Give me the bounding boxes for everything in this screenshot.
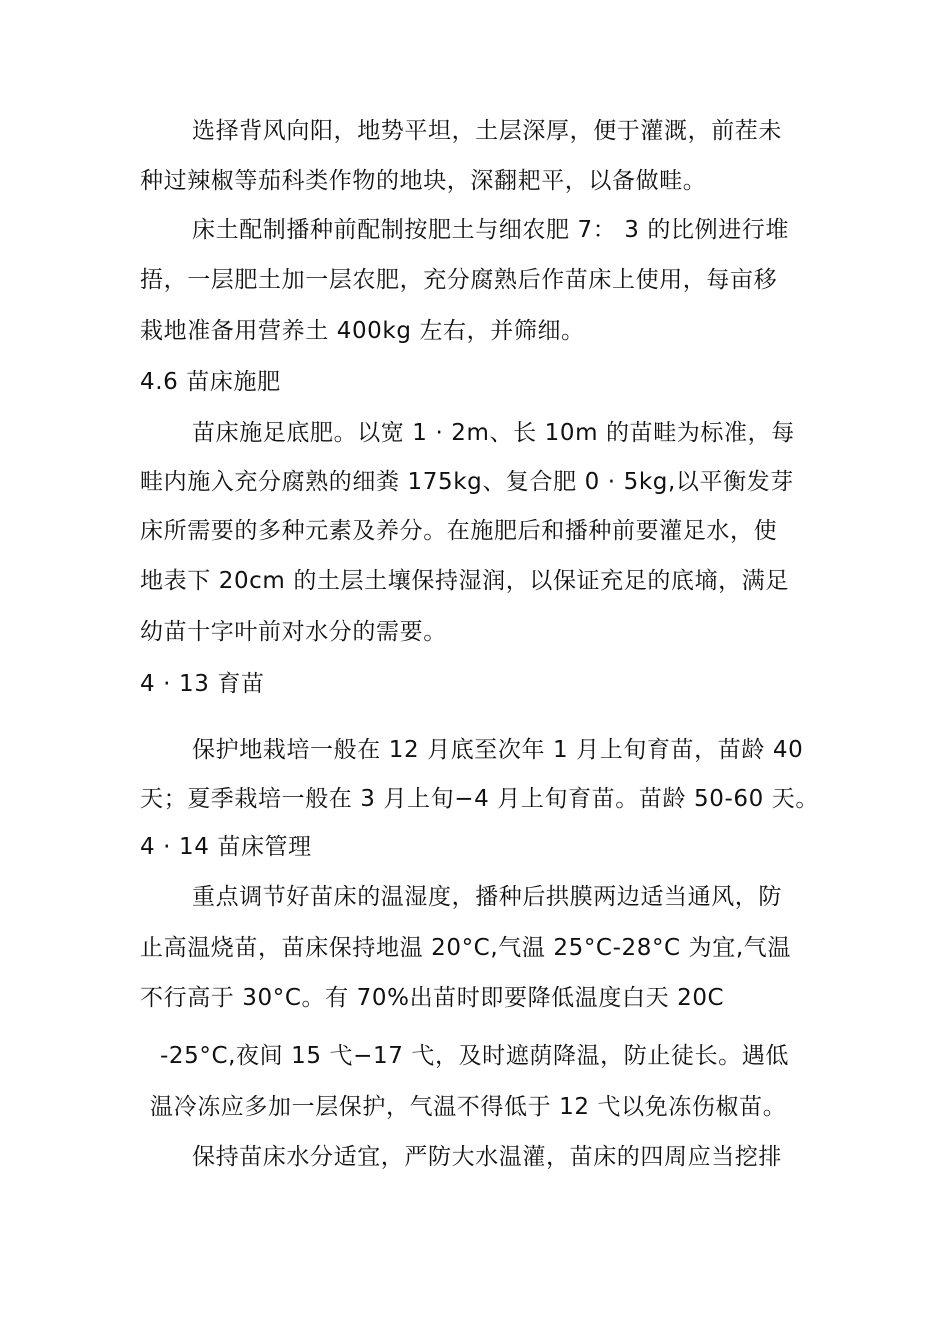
paragraph-line: 选择背风向阳，地势平坦，土层深厚，便于灌溉，前茬未 [192,118,782,144]
paragraph-line: 床土配制播种前配制按肥土与细农肥 7： 3 的比例进行堆 [192,217,789,243]
paragraph-line: 地表下 20cm 的土层土壤保持湿润，以保证充足的底墒，满足 [140,568,789,594]
paragraph-line: 苗床施足底肥。以宽 1 · 2m、长 10m 的苗畦为标准，每 [192,420,795,446]
paragraph-line: 天；夏季栽培一般在 3 月上旬−4 月上旬育苗。苗龄 50-60 天。 [140,786,819,812]
paragraph-line: 不行高于 30°C。有 70%出苗时即要降低温度白天 20C [140,985,725,1011]
paragraph-line: 栽地准备用营养土 400kg 左右，并筛细。 [140,318,585,344]
paragraph-line: 保护地栽培一般在 12 月底至次年 1 月上旬育苗，苗龄 40 [192,737,804,763]
paragraph-line: 温冷冻应多加一层保护，气温不得低于 12 弋以免冻伤椒苗。 [150,1094,787,1120]
paragraph-line: 畦内施入充分腐熟的细粪 175kg、复合肥 0 · 5kg,以平衡发芽 [140,469,794,495]
section-heading: 4.6 苗床施肥 [140,369,281,395]
paragraph-line: 捂，一层肥土加一层农肥，充分腐熟后作苗床上使用，每亩移 [140,267,778,293]
paragraph-line: 床所需要的多种元素及养分。在施肥后和播种前要灌足水，使 [140,518,778,544]
paragraph-line: -25°C,夜间 15 弋−17 弋，及时遮荫降温，防止徒长。遇低 [160,1043,789,1069]
paragraph-line: 止高温烧苗，苗床保持地温 20°C,气温 25°C-28°C 为宜,气温 [140,935,791,961]
section-heading: 4 · 14 苗床管理 [140,834,312,860]
section-heading: 4 · 13 育苗 [140,671,265,697]
paragraph-line: 种过辣椒等茄科类作物的地块，深翻耙平，以备做畦。 [140,168,707,194]
paragraph-line: 幼苗十字叶前对水分的需要。 [140,619,447,645]
paragraph-line: 重点调节好苗床的温湿度，播种后拱膜两边适当通风，防 [192,884,782,910]
paragraph-line: 保持苗床水分适宜，严防大水温灌，苗床的四周应当挖排 [192,1144,782,1170]
